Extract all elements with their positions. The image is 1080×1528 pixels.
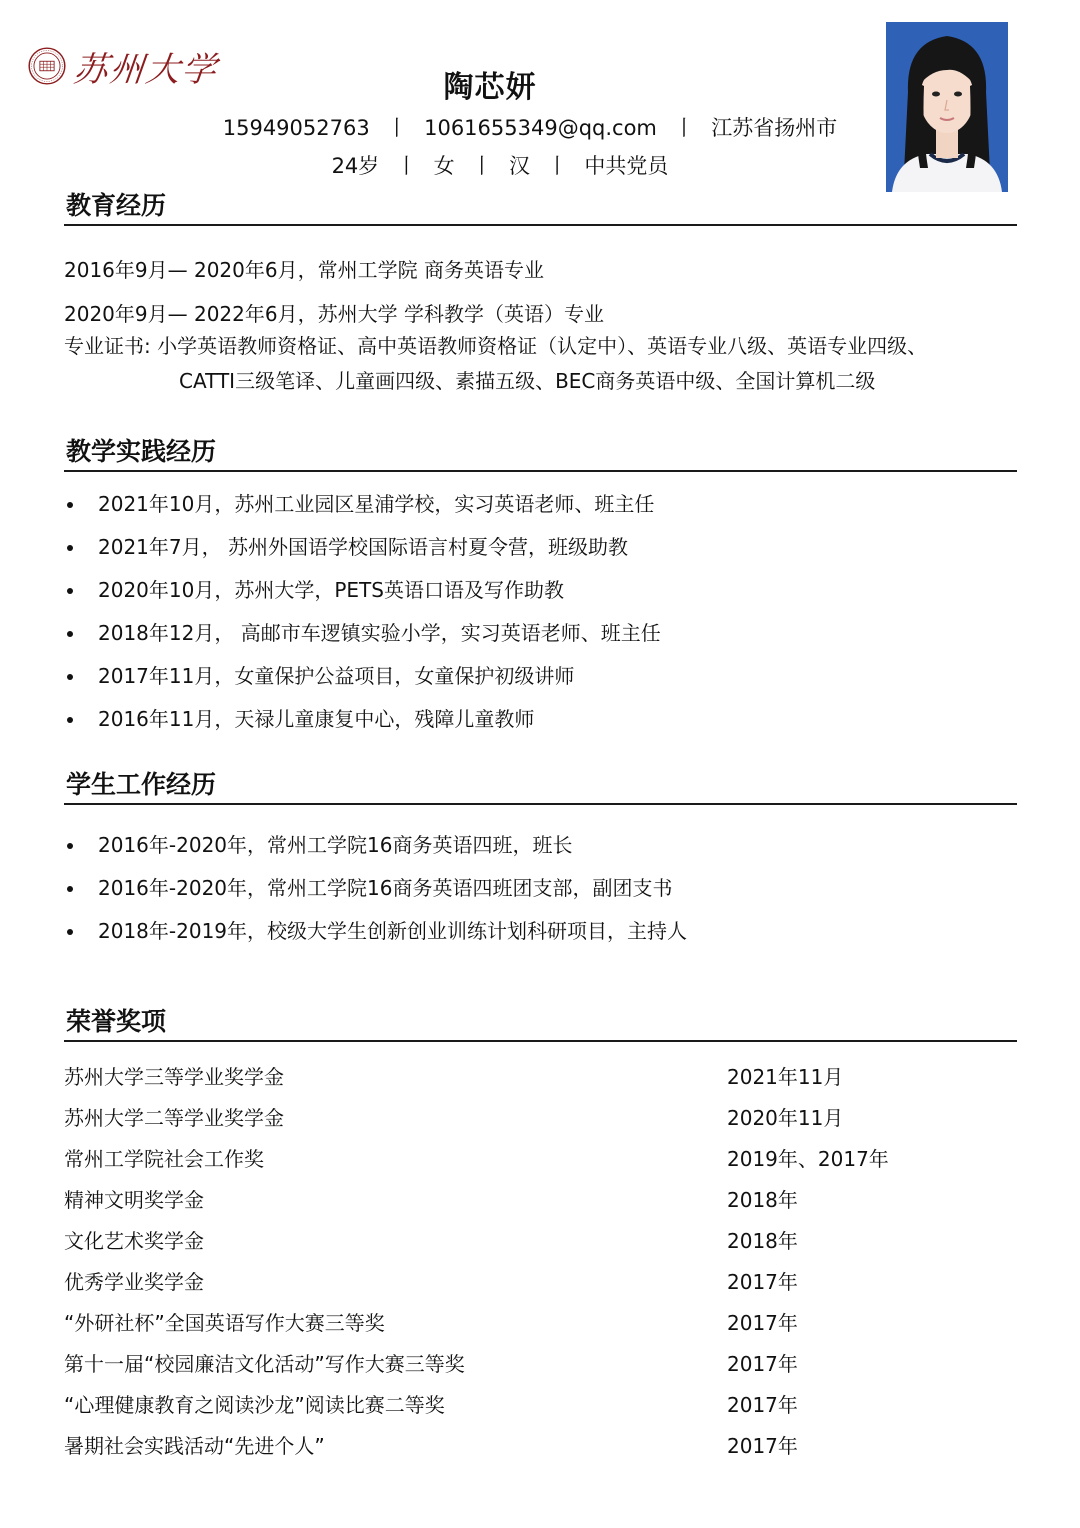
bullet-icon [67, 674, 73, 680]
award-row [64, 1103, 1017, 1144]
award-name: 精神文明奖学金 [64, 1188, 204, 1212]
awards-section [64, 1004, 1017, 1484]
phone-number: 15949052763 [222, 116, 370, 140]
political-status: 中共党员 [584, 154, 669, 178]
list-item-text: 2020年10月，苏州大学，PETS英语口语及写作助教 [98, 578, 564, 602]
university-seal-icon [28, 34, 66, 98]
award-name: 文化艺术奖学金 [64, 1229, 204, 1253]
personal-info [300, 150, 700, 180]
list-item [64, 575, 1017, 618]
section-title-education: 教育经历 [64, 188, 1017, 226]
award-date: 2020年11月 [727, 1106, 844, 1130]
award-row [64, 1267, 1017, 1308]
section-title-student-work: 学生工作经历 [64, 767, 1017, 805]
list-item-text: 2016年-2020年，常州工学院16商务英语四班团支部，副团支书 [98, 876, 673, 900]
award-date: 2017年 [727, 1352, 798, 1376]
list-item-text: 2021年10月，苏州工业园区星浦学校，实习英语老师、班主任 [98, 492, 655, 516]
education-entry: 2020年9月— 2022年6月，苏州大学 学科教学（英语）专业 [64, 302, 604, 326]
list-item-text: 2018年-2019年，校级大学生创新创业训练计划科研项目，主持人 [98, 919, 688, 943]
person-portrait-icon [886, 22, 1008, 192]
bullet-icon [67, 588, 73, 594]
bullet-icon [67, 545, 73, 551]
award-name: 苏州大学三等学业奖学金 [64, 1065, 284, 1089]
award-row [64, 1431, 1017, 1472]
award-row [64, 1062, 1017, 1103]
awards-list [64, 1062, 1017, 1472]
award-row [64, 1226, 1017, 1267]
award-row [64, 1308, 1017, 1349]
list-item [64, 489, 1017, 532]
award-row [64, 1390, 1017, 1431]
separator: 丨 [673, 116, 695, 140]
bullet-icon [67, 843, 73, 849]
certificates-line: CATTI三级笔译、儿童画四级、素描五级、BEC商务英语中级、全国计算机二级 [179, 369, 876, 393]
list-item [64, 661, 1017, 704]
award-date: 2017年 [727, 1311, 798, 1335]
award-date: 2017年 [727, 1434, 798, 1458]
email-address: 1061655349@qq.com [424, 116, 657, 140]
list-item-text: 2017年11月，女童保护公益项目，女童保护初级讲师 [98, 664, 575, 688]
list-item [64, 704, 1017, 747]
certificates-line: 专业证书: 小学英语教师资格证、高中英语教师资格证（认定中）、英语专业八级、英语专业四级、 [64, 334, 928, 358]
list-item [64, 873, 1017, 916]
list-item [64, 532, 1017, 575]
separator: 丨 [471, 154, 493, 178]
student-work-section [64, 767, 1017, 957]
award-date: 2017年 [727, 1270, 798, 1294]
university-logo-text: 苏州大学 [71, 49, 220, 90]
bullet-icon [67, 502, 73, 508]
list-item-text: 2018年12月， 高邮市车逻镇实验小学，实习英语老师、班主任 [98, 621, 661, 645]
award-name: 苏州大学二等学业奖学金 [64, 1106, 284, 1130]
list-item [64, 618, 1017, 661]
bullet-icon [67, 929, 73, 935]
list-item-text: 2016年-2020年，常州工学院16商务英语四班，班长 [98, 833, 573, 857]
portrait-photo [886, 22, 1008, 192]
list-item-text: 2016年11月，天禄儿童康复中心，残障儿童教师 [98, 707, 535, 731]
award-date: 2018年 [727, 1188, 798, 1212]
separator: 丨 [395, 154, 417, 178]
award-name: 暑期社会实践活动“先进个人” [64, 1434, 325, 1458]
award-name: 第十一届“校园廉洁文化活动”写作大赛三等奖 [64, 1352, 465, 1376]
university-logo [28, 34, 218, 98]
bullet-icon [67, 886, 73, 892]
section-title-awards: 荣誉奖项 [64, 1004, 1017, 1042]
award-name: “外研社杯”全国英语写作大赛三等奖 [64, 1311, 385, 1335]
teaching-section [64, 434, 1017, 744]
bullet-icon [67, 717, 73, 723]
award-date: 2017年 [727, 1393, 798, 1417]
teaching-list [64, 489, 1017, 747]
award-date: 2021年11月 [727, 1065, 844, 1089]
award-date: 2019年、2017年 [727, 1147, 889, 1171]
location: 江苏省扬州市 [711, 116, 838, 140]
award-row [64, 1144, 1017, 1185]
candidate-name: 陶芯妍 [443, 70, 537, 105]
award-row [64, 1185, 1017, 1226]
separator: 丨 [386, 116, 408, 140]
student-work-list [64, 830, 1017, 959]
age: 24岁 [331, 154, 380, 178]
bullet-icon [67, 631, 73, 637]
ethnicity: 汉 [509, 154, 531, 178]
award-row [64, 1349, 1017, 1390]
award-name: “心理健康教育之阅读沙龙”阅读比赛二等奖 [64, 1393, 445, 1417]
education-section [64, 188, 1017, 418]
list-item-text: 2021年7月， 苏州外国语学校国际语言村夏令营，班级助教 [98, 535, 628, 559]
education-entry: 2016年9月— 2020年6月，常州工学院 商务英语专业 [64, 258, 544, 282]
contact-info [210, 112, 850, 142]
gender: 女 [433, 154, 455, 178]
list-item [64, 830, 1017, 873]
award-name: 优秀学业奖学金 [64, 1270, 204, 1294]
separator: 丨 [546, 154, 568, 178]
section-title-teaching: 教学实践经历 [64, 434, 1017, 472]
award-name: 常州工学院社会工作奖 [64, 1147, 264, 1171]
award-date: 2018年 [727, 1229, 798, 1253]
list-item [64, 916, 1017, 959]
